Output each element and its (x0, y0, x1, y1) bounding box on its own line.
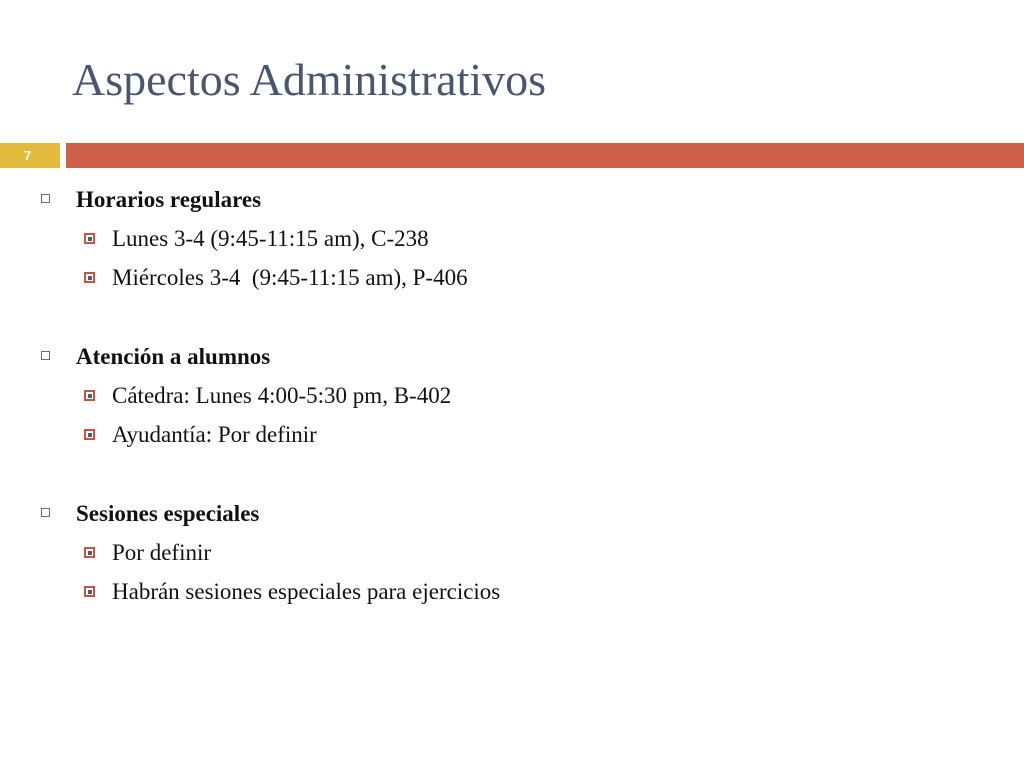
slide-number: 7 (0, 143, 60, 168)
hollow-square-bullet-icon (41, 508, 50, 517)
hollow-square-bullet-icon (41, 351, 50, 360)
sub-bullet-text: Por definir (112, 540, 212, 565)
section-horarios (0, 180, 1024, 297)
sub-bullet (0, 415, 1024, 454)
sub-bullet-text: Lunes 3-4 (9:45-11:15 am), C-238 (112, 226, 429, 251)
sub-bullet (0, 572, 1024, 611)
bullet-heading (0, 337, 1024, 376)
bullet-heading (0, 494, 1024, 533)
sub-bullet (0, 376, 1024, 415)
sub-bullet (0, 219, 1024, 258)
bullet-heading-text: Horarios regulares (76, 187, 262, 212)
section-sesiones (0, 494, 1024, 611)
slide-content (0, 180, 1024, 651)
sub-bullet-text: Cátedra: Lunes 4:00-5:30 pm, B-402 (112, 383, 452, 408)
section-atencion (0, 337, 1024, 454)
accent-bar (66, 143, 1024, 168)
sub-bullet-text: Habrán sesiones especiales para ejercicios (112, 579, 501, 604)
sub-bullet-text: Miércoles 3-4 (9:45-11:15 am), P-406 (112, 265, 468, 290)
sub-bullet (0, 533, 1024, 572)
square-bullet-icon (84, 586, 95, 597)
square-bullet-icon (84, 547, 95, 558)
hollow-square-bullet-icon (41, 194, 50, 203)
square-bullet-icon (84, 429, 95, 440)
square-bullet-icon (84, 233, 95, 244)
sub-bullet (0, 258, 1024, 297)
square-bullet-icon (84, 272, 95, 283)
bullet-heading (0, 180, 1024, 219)
sub-bullet-text: Ayudantía: Por definir (112, 422, 317, 447)
bullet-heading-text: Sesiones especiales (76, 501, 260, 526)
bullet-heading-text: Atención a alumnos (76, 344, 271, 369)
square-bullet-icon (84, 390, 95, 401)
slide-title: Aspectos Administrativos (72, 54, 547, 105)
